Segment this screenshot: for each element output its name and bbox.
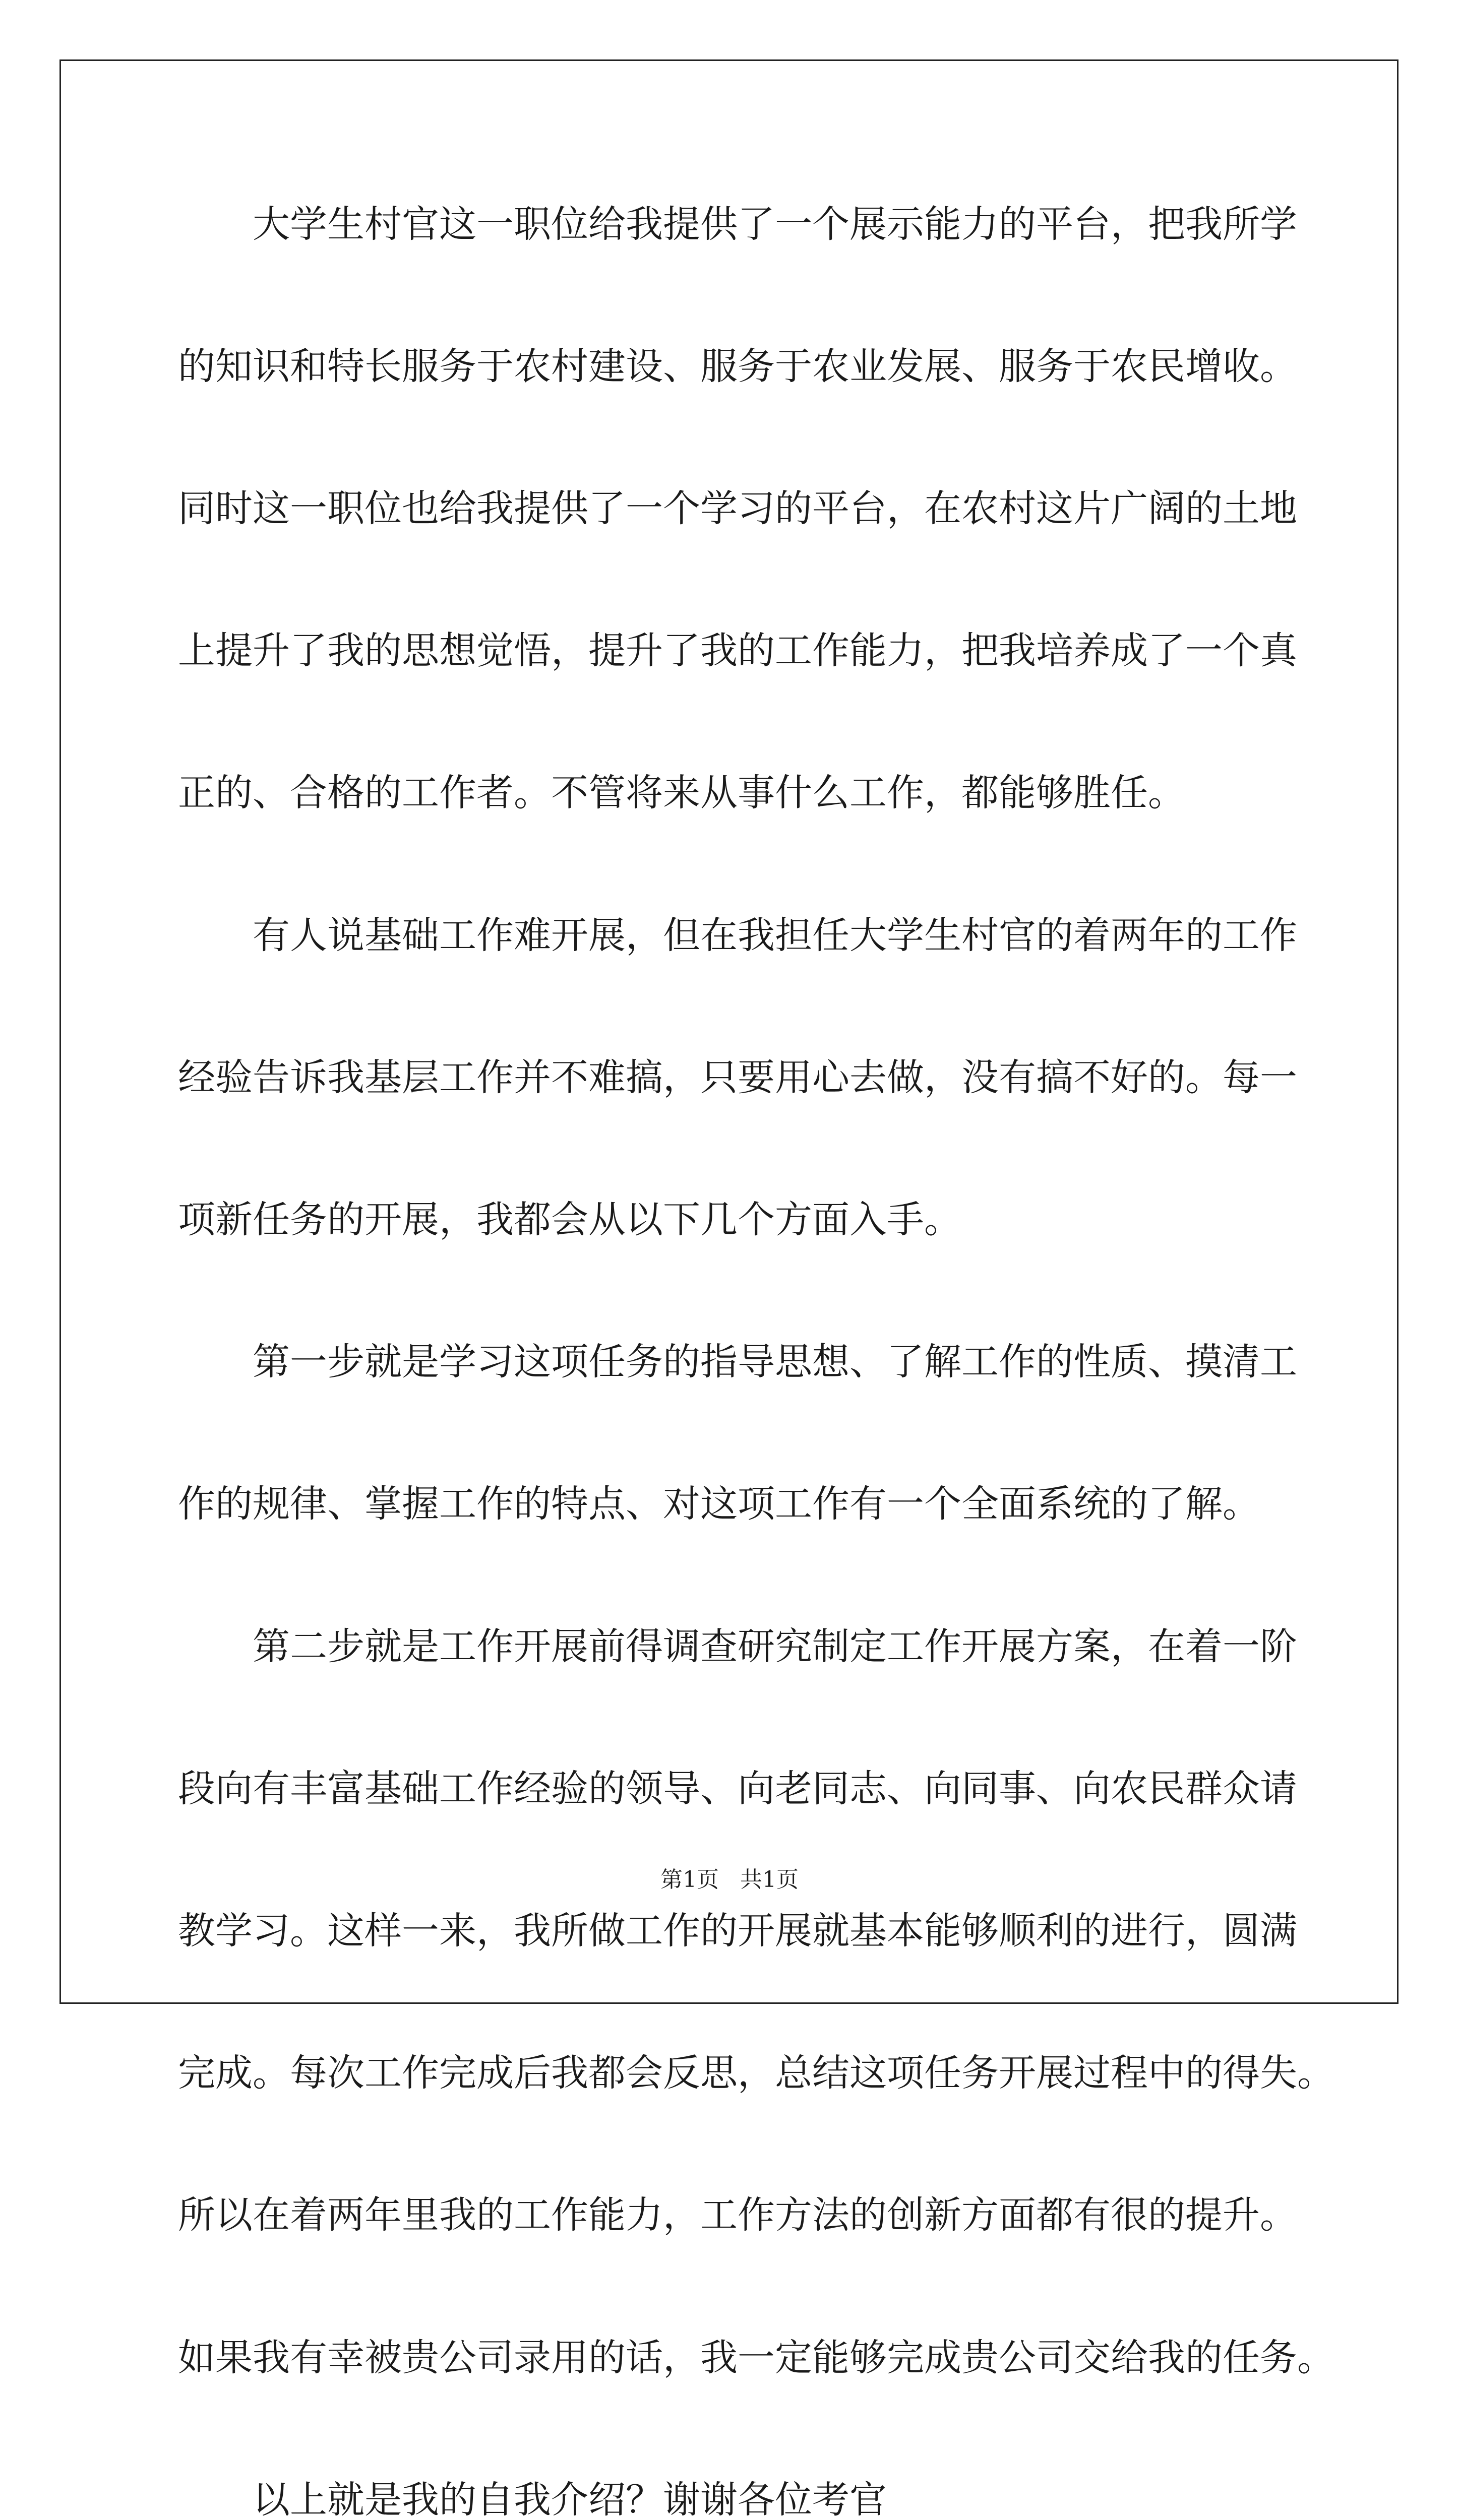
text-line: 完成。每次工作完成后我都会反思，总结这项任务开展过程中的得失。 (178, 2051, 1334, 2095)
text-line: 同时这一职位也给我提供了一个学习的平台，在农村这片广阔的土地 (178, 487, 1297, 530)
text-line: 正的、合格的工作者。不管将来从事什么工作，都能够胜任。 (178, 771, 1185, 814)
text-line: 作的规律、掌握工作的特点、对这项工作有一个全面系统的了解。 (178, 1482, 1260, 1526)
text-line: 经验告诉我基层工作并不难搞，只要用心去做，没有搞不好的。每一 (178, 1056, 1297, 1099)
page-footer: 第1页 共1页 (660, 1867, 799, 1893)
text-line: 上提升了我的思想觉悟，提升了我的工作能力，把我培养成了一个真 (178, 629, 1297, 672)
text-line: 第一步就是学习这项任务的指导思想、了解工作的性质、摸清工 (253, 1340, 1297, 1383)
text-line: 第二步就是工作开展前得调查研究制定工作开展方案，在着一阶 (253, 1625, 1297, 1668)
text-line: 教学习。这样一来，我所做工作的开展就基本能够顺利的进行，圆满 (178, 1909, 1297, 1952)
document-body (178, 194, 1334, 2520)
text-line: 如果我有幸被贵公司录用的话，我一定能够完成贵公司交给我的任务。 (178, 2336, 1334, 2379)
text-line: 大学生村官这一职位给我提供了一个展示能力的平台，把我所学 (253, 203, 1297, 246)
text-line: 的知识和特长服务于农村建设、服务于农业发展、服务于农民增收。 (178, 345, 1297, 388)
text-line: 段向有丰富基础工作经验的领导、向老同志、向同事、向农民群众请 (178, 1767, 1297, 1810)
text-line: 项新任务的开展，我都会从以下几个方面入手。 (178, 1198, 961, 1241)
text-line: 以上就是我的自我介绍？谢谢各位考官 (253, 2478, 887, 2520)
text-line: 有人说基础工作难开展，但在我担任大学生村官的着两年的工作 (253, 914, 1297, 957)
text-line: 所以在着两年里我的工作能力，工作方法的创新方面都有很的提升。 (178, 2193, 1297, 2237)
